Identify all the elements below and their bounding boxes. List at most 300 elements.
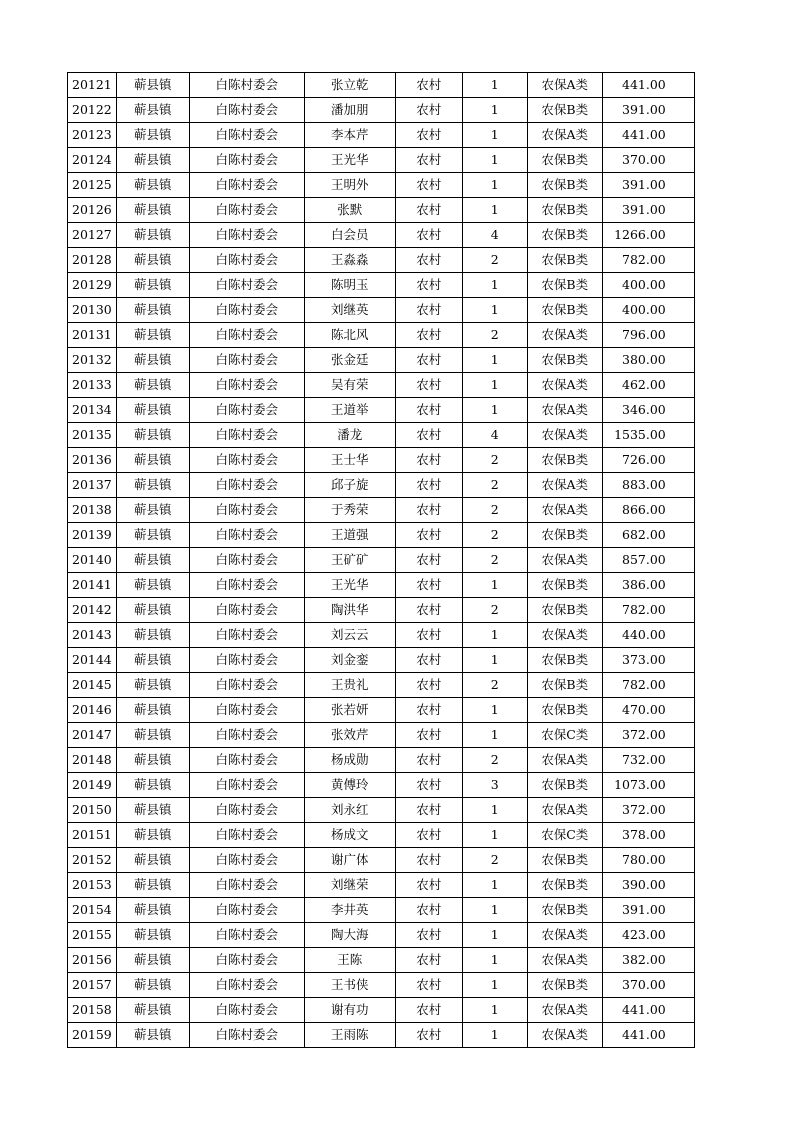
cell-town: 蕲县镇 [116, 523, 189, 548]
cell-town: 蕲县镇 [116, 673, 189, 698]
cell-record-id: 20140 [68, 548, 117, 573]
cell-record-id: 20131 [68, 323, 117, 348]
cell-household-type: 农村 [395, 198, 462, 223]
cell-record-id: 20121 [68, 73, 117, 98]
table-row [68, 673, 695, 698]
cell-household-type: 农村 [395, 698, 462, 723]
cell-person-count: 1 [462, 1023, 527, 1048]
cell-village: 白陈村委会 [189, 598, 304, 623]
cell-insurance-category: 农保B类 [527, 773, 602, 798]
cell-town: 蕲县镇 [116, 998, 189, 1023]
cell-amount: 440.00 [602, 623, 694, 648]
cell-person-name: 杨成勋 [304, 748, 395, 773]
table-row [68, 998, 695, 1023]
table-row [68, 173, 695, 198]
cell-town: 蕲县镇 [116, 123, 189, 148]
cell-village: 白陈村委会 [189, 648, 304, 673]
cell-household-type: 农村 [395, 98, 462, 123]
table-row [68, 273, 695, 298]
cell-village: 白陈村委会 [189, 723, 304, 748]
cell-person-count: 1 [462, 173, 527, 198]
cell-town: 蕲县镇 [116, 498, 189, 523]
cell-village: 白陈村委会 [189, 623, 304, 648]
cell-record-id: 20146 [68, 698, 117, 723]
cell-record-id: 20152 [68, 848, 117, 873]
cell-household-type: 农村 [395, 598, 462, 623]
cell-insurance-category: 农保B类 [527, 973, 602, 998]
cell-person-count: 2 [462, 323, 527, 348]
cell-person-count: 1 [462, 148, 527, 173]
cell-amount: 391.00 [602, 98, 694, 123]
cell-person-name: 陈北风 [304, 323, 395, 348]
cell-record-id: 20158 [68, 998, 117, 1023]
cell-village: 白陈村委会 [189, 548, 304, 573]
cell-town: 蕲县镇 [116, 973, 189, 998]
cell-household-type: 农村 [395, 673, 462, 698]
table-row [68, 773, 695, 798]
cell-insurance-category: 农保A类 [527, 948, 602, 973]
cell-amount: 866.00 [602, 498, 694, 523]
cell-record-id: 20123 [68, 123, 117, 148]
cell-insurance-category: 农保B类 [527, 873, 602, 898]
cell-household-type: 农村 [395, 1023, 462, 1048]
cell-insurance-category: 农保B类 [527, 248, 602, 273]
cell-person-count: 1 [462, 298, 527, 323]
cell-village: 白陈村委会 [189, 273, 304, 298]
cell-town: 蕲县镇 [116, 373, 189, 398]
cell-village: 白陈村委会 [189, 148, 304, 173]
cell-insurance-category: 农保B类 [527, 648, 602, 673]
cell-person-name: 王雨陈 [304, 1023, 395, 1048]
table-row [68, 73, 695, 98]
cell-person-count: 2 [462, 598, 527, 623]
cell-person-name: 潘加朋 [304, 98, 395, 123]
cell-village: 白陈村委会 [189, 798, 304, 823]
table-row [68, 373, 695, 398]
cell-person-name: 李井英 [304, 898, 395, 923]
cell-household-type: 农村 [395, 998, 462, 1023]
cell-person-count: 1 [462, 373, 527, 398]
cell-household-type: 农村 [395, 823, 462, 848]
table-row [68, 848, 695, 873]
cell-amount: 780.00 [602, 848, 694, 873]
cell-record-id: 20144 [68, 648, 117, 673]
cell-record-id: 20136 [68, 448, 117, 473]
cell-village: 白陈村委会 [189, 398, 304, 423]
cell-person-name: 谢广体 [304, 848, 395, 873]
cell-household-type: 农村 [395, 273, 462, 298]
cell-household-type: 农村 [395, 423, 462, 448]
cell-person-name: 王道举 [304, 398, 395, 423]
cell-village: 白陈村委会 [189, 123, 304, 148]
cell-person-count: 1 [462, 798, 527, 823]
cell-household-type: 农村 [395, 948, 462, 973]
cell-town: 蕲县镇 [116, 73, 189, 98]
cell-village: 白陈村委会 [189, 573, 304, 598]
cell-person-name: 王道强 [304, 523, 395, 548]
cell-record-id: 20157 [68, 973, 117, 998]
cell-village: 白陈村委会 [189, 673, 304, 698]
cell-record-id: 20151 [68, 823, 117, 848]
cell-person-name: 王贵礼 [304, 673, 395, 698]
cell-person-count: 1 [462, 723, 527, 748]
cell-amount: 391.00 [602, 898, 694, 923]
cell-household-type: 农村 [395, 923, 462, 948]
cell-village: 白陈村委会 [189, 923, 304, 948]
cell-person-name: 王明外 [304, 173, 395, 198]
cell-record-id: 20141 [68, 573, 117, 598]
cell-person-name: 张金廷 [304, 348, 395, 373]
cell-town: 蕲县镇 [116, 548, 189, 573]
cell-household-type: 农村 [395, 248, 462, 273]
cell-insurance-category: 农保A类 [527, 398, 602, 423]
table-row [68, 323, 695, 348]
cell-person-name: 陈明玉 [304, 273, 395, 298]
table-row [68, 473, 695, 498]
cell-record-id: 20126 [68, 198, 117, 223]
cell-amount: 386.00 [602, 573, 694, 598]
table-row [68, 748, 695, 773]
cell-amount: 883.00 [602, 473, 694, 498]
cell-village: 白陈村委会 [189, 698, 304, 723]
cell-amount: 1535.00 [602, 423, 694, 448]
cell-town: 蕲县镇 [116, 423, 189, 448]
cell-village: 白陈村委会 [189, 898, 304, 923]
cell-record-id: 20134 [68, 398, 117, 423]
cell-town: 蕲县镇 [116, 823, 189, 848]
cell-household-type: 农村 [395, 473, 462, 498]
cell-village: 白陈村委会 [189, 348, 304, 373]
cell-person-count: 4 [462, 423, 527, 448]
cell-household-type: 农村 [395, 723, 462, 748]
cell-record-id: 20132 [68, 348, 117, 373]
cell-amount: 373.00 [602, 648, 694, 673]
cell-household-type: 农村 [395, 623, 462, 648]
cell-person-count: 2 [462, 523, 527, 548]
cell-person-count: 3 [462, 773, 527, 798]
cell-person-name: 张立乾 [304, 73, 395, 98]
cell-insurance-category: 农保A类 [527, 473, 602, 498]
cell-town: 蕲县镇 [116, 348, 189, 373]
cell-amount: 423.00 [602, 923, 694, 948]
cell-town: 蕲县镇 [116, 598, 189, 623]
cell-record-id: 20154 [68, 898, 117, 923]
cell-town: 蕲县镇 [116, 98, 189, 123]
table-row [68, 498, 695, 523]
cell-insurance-category: 农保B类 [527, 298, 602, 323]
cell-person-name: 王淼淼 [304, 248, 395, 273]
cell-village: 白陈村委会 [189, 448, 304, 473]
cell-insurance-category: 农保B类 [527, 523, 602, 548]
cell-town: 蕲县镇 [116, 298, 189, 323]
cell-insurance-category: 农保B类 [527, 698, 602, 723]
table-row [68, 523, 695, 548]
cell-amount: 391.00 [602, 198, 694, 223]
cell-record-id: 20125 [68, 173, 117, 198]
cell-household-type: 农村 [395, 448, 462, 473]
cell-household-type: 农村 [395, 123, 462, 148]
cell-record-id: 20155 [68, 923, 117, 948]
cell-amount: 346.00 [602, 398, 694, 423]
cell-village: 白陈村委会 [189, 873, 304, 898]
cell-insurance-category: 农保C类 [527, 823, 602, 848]
cell-insurance-category: 农保A类 [527, 373, 602, 398]
table-row [68, 198, 695, 223]
cell-person-count: 1 [462, 123, 527, 148]
table-row [68, 223, 695, 248]
cell-insurance-category: 农保A类 [527, 73, 602, 98]
cell-person-count: 1 [462, 73, 527, 98]
cell-record-id: 20143 [68, 623, 117, 648]
table-row [68, 448, 695, 473]
cell-record-id: 20159 [68, 1023, 117, 1048]
cell-household-type: 农村 [395, 373, 462, 398]
cell-town: 蕲县镇 [116, 623, 189, 648]
cell-village: 白陈村委会 [189, 373, 304, 398]
cell-town: 蕲县镇 [116, 273, 189, 298]
cell-record-id: 20147 [68, 723, 117, 748]
cell-person-count: 1 [462, 923, 527, 948]
cell-town: 蕲县镇 [116, 648, 189, 673]
cell-record-id: 20139 [68, 523, 117, 548]
cell-amount: 441.00 [602, 73, 694, 98]
cell-household-type: 农村 [395, 848, 462, 873]
cell-village: 白陈村委会 [189, 223, 304, 248]
cell-household-type: 农村 [395, 498, 462, 523]
cell-record-id: 20135 [68, 423, 117, 448]
cell-person-count: 1 [462, 698, 527, 723]
table-row [68, 623, 695, 648]
cell-town: 蕲县镇 [116, 698, 189, 723]
cell-record-id: 20129 [68, 273, 117, 298]
cell-record-id: 20137 [68, 473, 117, 498]
cell-household-type: 农村 [395, 523, 462, 548]
cell-insurance-category: 农保B类 [527, 598, 602, 623]
cell-amount: 682.00 [602, 523, 694, 548]
cell-village: 白陈村委会 [189, 998, 304, 1023]
cell-town: 蕲县镇 [116, 798, 189, 823]
cell-person-count: 1 [462, 398, 527, 423]
cell-household-type: 农村 [395, 873, 462, 898]
cell-insurance-category: 农保A类 [527, 998, 602, 1023]
table-row [68, 723, 695, 748]
cell-person-count: 1 [462, 948, 527, 973]
cell-amount: 732.00 [602, 748, 694, 773]
cell-amount: 441.00 [602, 998, 694, 1023]
cell-record-id: 20124 [68, 148, 117, 173]
cell-insurance-category: 农保A类 [527, 498, 602, 523]
cell-record-id: 20127 [68, 223, 117, 248]
table-row [68, 823, 695, 848]
cell-town: 蕲县镇 [116, 848, 189, 873]
cell-town: 蕲县镇 [116, 723, 189, 748]
cell-person-name: 刘继荣 [304, 873, 395, 898]
table-row [68, 1023, 695, 1048]
table-row [68, 398, 695, 423]
cell-town: 蕲县镇 [116, 448, 189, 473]
table-row [68, 798, 695, 823]
table-row [68, 898, 695, 923]
cell-household-type: 农村 [395, 973, 462, 998]
cell-amount: 382.00 [602, 948, 694, 973]
cell-amount: 391.00 [602, 173, 694, 198]
table-row [68, 148, 695, 173]
cell-town: 蕲县镇 [116, 773, 189, 798]
table-row [68, 873, 695, 898]
cell-record-id: 20130 [68, 298, 117, 323]
cell-person-count: 1 [462, 648, 527, 673]
table-row [68, 573, 695, 598]
cell-town: 蕲县镇 [116, 923, 189, 948]
cell-person-name: 刘金銮 [304, 648, 395, 673]
cell-amount: 400.00 [602, 273, 694, 298]
cell-town: 蕲县镇 [116, 398, 189, 423]
cell-amount: 441.00 [602, 1023, 694, 1048]
cell-household-type: 农村 [395, 748, 462, 773]
table-row [68, 98, 695, 123]
cell-person-count: 1 [462, 823, 527, 848]
cell-village: 白陈村委会 [189, 1023, 304, 1048]
cell-insurance-category: 农保B类 [527, 273, 602, 298]
cell-record-id: 20150 [68, 798, 117, 823]
cell-household-type: 农村 [395, 773, 462, 798]
cell-village: 白陈村委会 [189, 473, 304, 498]
cell-amount: 441.00 [602, 123, 694, 148]
cell-person-name: 谢有功 [304, 998, 395, 1023]
cell-person-count: 2 [462, 848, 527, 873]
cell-village: 白陈村委会 [189, 498, 304, 523]
cell-amount: 782.00 [602, 598, 694, 623]
cell-insurance-category: 农保B类 [527, 848, 602, 873]
table-row [68, 648, 695, 673]
cell-town: 蕲县镇 [116, 173, 189, 198]
cell-insurance-category: 农保B类 [527, 198, 602, 223]
cell-person-name: 白会员 [304, 223, 395, 248]
cell-person-count: 1 [462, 873, 527, 898]
cell-person-count: 2 [462, 498, 527, 523]
cell-person-name: 陶洪华 [304, 598, 395, 623]
cell-household-type: 农村 [395, 548, 462, 573]
cell-person-count: 2 [462, 448, 527, 473]
cell-insurance-category: 农保A类 [527, 748, 602, 773]
cell-person-name: 刘继英 [304, 298, 395, 323]
cell-person-count: 2 [462, 473, 527, 498]
cell-village: 白陈村委会 [189, 948, 304, 973]
cell-amount: 370.00 [602, 148, 694, 173]
cell-person-name: 张若妍 [304, 698, 395, 723]
cell-household-type: 农村 [395, 798, 462, 823]
cell-insurance-category: 农保B类 [527, 448, 602, 473]
cell-person-count: 1 [462, 573, 527, 598]
cell-person-count: 1 [462, 623, 527, 648]
cell-insurance-category: 农保A类 [527, 1023, 602, 1048]
cell-insurance-category: 农保A类 [527, 798, 602, 823]
cell-town: 蕲县镇 [116, 1023, 189, 1048]
cell-person-count: 4 [462, 223, 527, 248]
cell-insurance-category: 农保B类 [527, 673, 602, 698]
cell-person-count: 2 [462, 748, 527, 773]
table-row [68, 948, 695, 973]
cell-person-count: 2 [462, 673, 527, 698]
cell-person-name: 吴有荣 [304, 373, 395, 398]
cell-record-id: 20149 [68, 773, 117, 798]
cell-person-count: 2 [462, 248, 527, 273]
cell-household-type: 农村 [395, 398, 462, 423]
cell-insurance-category: 农保C类 [527, 723, 602, 748]
cell-household-type: 农村 [395, 73, 462, 98]
cell-village: 白陈村委会 [189, 98, 304, 123]
cell-person-name: 黄傅玲 [304, 773, 395, 798]
table-row [68, 923, 695, 948]
cell-village: 白陈村委会 [189, 248, 304, 273]
cell-amount: 796.00 [602, 323, 694, 348]
cell-village: 白陈村委会 [189, 523, 304, 548]
cell-person-name: 王光华 [304, 148, 395, 173]
cell-household-type: 农村 [395, 648, 462, 673]
cell-insurance-category: 农保A类 [527, 923, 602, 948]
table-row [68, 698, 695, 723]
cell-person-name: 王陈 [304, 948, 395, 973]
cell-household-type: 农村 [395, 148, 462, 173]
cell-insurance-category: 农保B类 [527, 173, 602, 198]
cell-household-type: 农村 [395, 323, 462, 348]
cell-record-id: 20122 [68, 98, 117, 123]
cell-amount: 462.00 [602, 373, 694, 398]
cell-town: 蕲县镇 [116, 748, 189, 773]
cell-village: 白陈村委会 [189, 198, 304, 223]
cell-person-name: 王书侠 [304, 973, 395, 998]
cell-insurance-category: 农保B类 [527, 223, 602, 248]
table-row [68, 123, 695, 148]
cell-person-name: 王士华 [304, 448, 395, 473]
cell-record-id: 20128 [68, 248, 117, 273]
cell-insurance-category: 农保B类 [527, 573, 602, 598]
cell-village: 白陈村委会 [189, 323, 304, 348]
cell-record-id: 20153 [68, 873, 117, 898]
cell-amount: 390.00 [602, 873, 694, 898]
cell-town: 蕲县镇 [116, 148, 189, 173]
cell-village: 白陈村委会 [189, 423, 304, 448]
roster-table [67, 72, 695, 1048]
cell-household-type: 农村 [395, 898, 462, 923]
cell-village: 白陈村委会 [189, 773, 304, 798]
cell-person-name: 杨成文 [304, 823, 395, 848]
cell-household-type: 农村 [395, 173, 462, 198]
cell-household-type: 农村 [395, 348, 462, 373]
cell-record-id: 20133 [68, 373, 117, 398]
cell-village: 白陈村委会 [189, 173, 304, 198]
cell-amount: 380.00 [602, 348, 694, 373]
cell-person-name: 王矿矿 [304, 548, 395, 573]
cell-person-name: 陶大海 [304, 923, 395, 948]
cell-town: 蕲县镇 [116, 198, 189, 223]
cell-insurance-category: 农保A类 [527, 623, 602, 648]
table-row [68, 298, 695, 323]
cell-person-count: 1 [462, 898, 527, 923]
cell-town: 蕲县镇 [116, 873, 189, 898]
cell-household-type: 农村 [395, 223, 462, 248]
cell-person-name: 于秀荣 [304, 498, 395, 523]
cell-insurance-category: 农保B类 [527, 348, 602, 373]
cell-insurance-category: 农保B类 [527, 148, 602, 173]
cell-village: 白陈村委会 [189, 298, 304, 323]
cell-insurance-category: 农保A类 [527, 423, 602, 448]
cell-person-count: 1 [462, 998, 527, 1023]
cell-person-name: 李本芹 [304, 123, 395, 148]
cell-amount: 1073.00 [602, 773, 694, 798]
cell-person-name: 刘永红 [304, 798, 395, 823]
cell-town: 蕲县镇 [116, 223, 189, 248]
